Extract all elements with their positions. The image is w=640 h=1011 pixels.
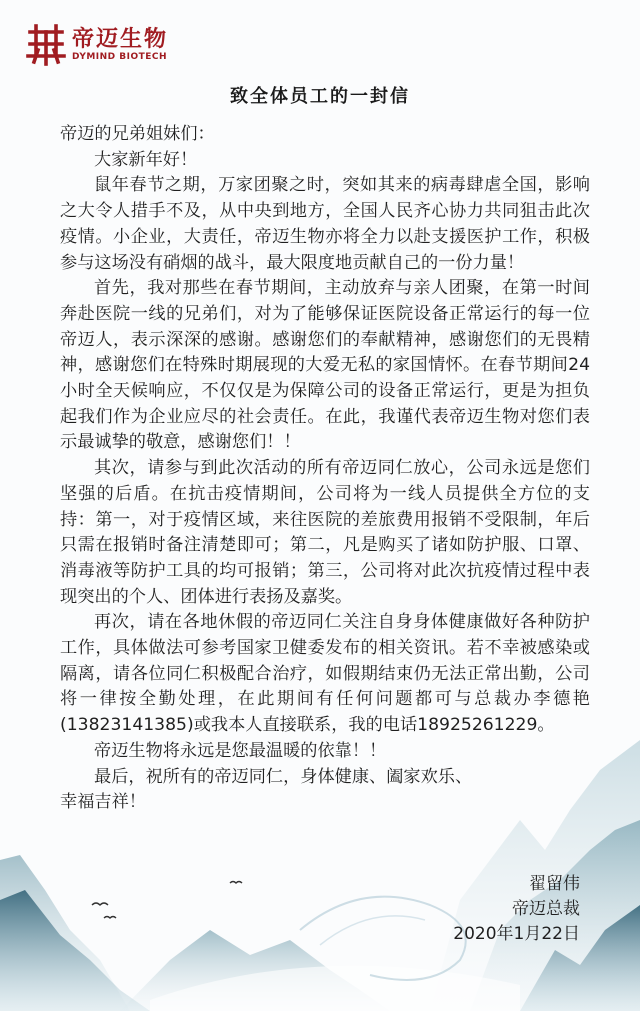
- birds-icon: [92, 882, 242, 919]
- paragraph-greeting: 大家新年好！: [94, 149, 198, 170]
- logo-name-cn: 帝迈生物: [72, 26, 169, 52]
- signature-name: 翟留伟: [529, 874, 580, 894]
- paragraph-1: 鼠年春节之期，万家团聚之时，突如其来的病毒肆虐全国，影响之大令人措手不及，从中央到地方，全国人民齐心协力共同狙击此次疫情。小企业，大责任，帝迈生物亦将全力以赴支援医护工作，积极参与这场没有硝烟的战斗，最大限度地贡献自己的一份力量！: [60, 175, 590, 273]
- signature-block: [453, 872, 580, 947]
- logo-name-en: DYMIND BIOTECH: [72, 51, 168, 62]
- signature-date: 2020年1月22日: [453, 924, 580, 944]
- salutation: 帝迈的兄弟姐妹们：: [60, 124, 215, 144]
- paragraph-4: 再次，请在各地休假的帝迈同仁关注自身身体健康做好各种防护工作，具体做法可参考国家卫健委发布的相关资讯。若不幸被感染或隔离，请各位同仁积极配合治疗，如假期结束仍无法正常出勤，公司将一律按全勤处理，在此期间有任何问题都可与总裁办李德艳(13823141385)或我本人直接联系，我的电话18925261229。: [60, 612, 590, 736]
- paragraph-5: 帝迈生物将永远是您最温暖的依靠！！: [94, 740, 387, 761]
- letter-body: [60, 122, 590, 816]
- closing-line: 幸福吉祥！: [60, 792, 146, 813]
- paragraph-6: 最后，祝所有的帝迈同仁，身体健康、阖家欢乐、: [94, 766, 473, 787]
- paragraph-3: 其次，请参与到此次活动的所有帝迈同仁放心，公司永远是您们坚强的后盾。在抗击疫情期间，公司将为一线人员提供全方位的支持：第一，对于疫情区域，来往医院的差旅费用报销不受限制，年后只需在报销时备注清楚即可；第二，凡是购买了诸如防护服、口罩、消毒液等防护工具的均可报销；第三，公司将对此次抗疫情过程中表现突出的个人、团体进行表扬及嘉奖。: [60, 458, 590, 607]
- dymind-logo-icon: [26, 24, 66, 66]
- signature-position: 帝迈总裁: [512, 899, 580, 919]
- cloud-swirl-2: [320, 916, 425, 945]
- letter-title: 致全体员工的一封信: [230, 86, 410, 107]
- paragraph-2: 首先，我对那些在春节期间，主动放弃与亲人团聚，在第一时间奔赴医院一线的兄弟们，对为了能够保证医院设备正常运行的每一位帝迈人，表示深深的感谢。感谢您们的奉献精神，感谢您们的无畏精神，感谢您们在特殊时期展现的大爱无私的家国情怀。在春节期间24小时全天候响应，不仅仅是为保障公司的设备正常运行，更是为担负起我们作为企业应尽的社会责任。在此，我谨代表帝迈生物对您们表示最诚挚的敬意，感谢您们！！: [60, 278, 590, 453]
- near-mountain-left: [0, 890, 150, 1011]
- company-logo: [26, 24, 168, 66]
